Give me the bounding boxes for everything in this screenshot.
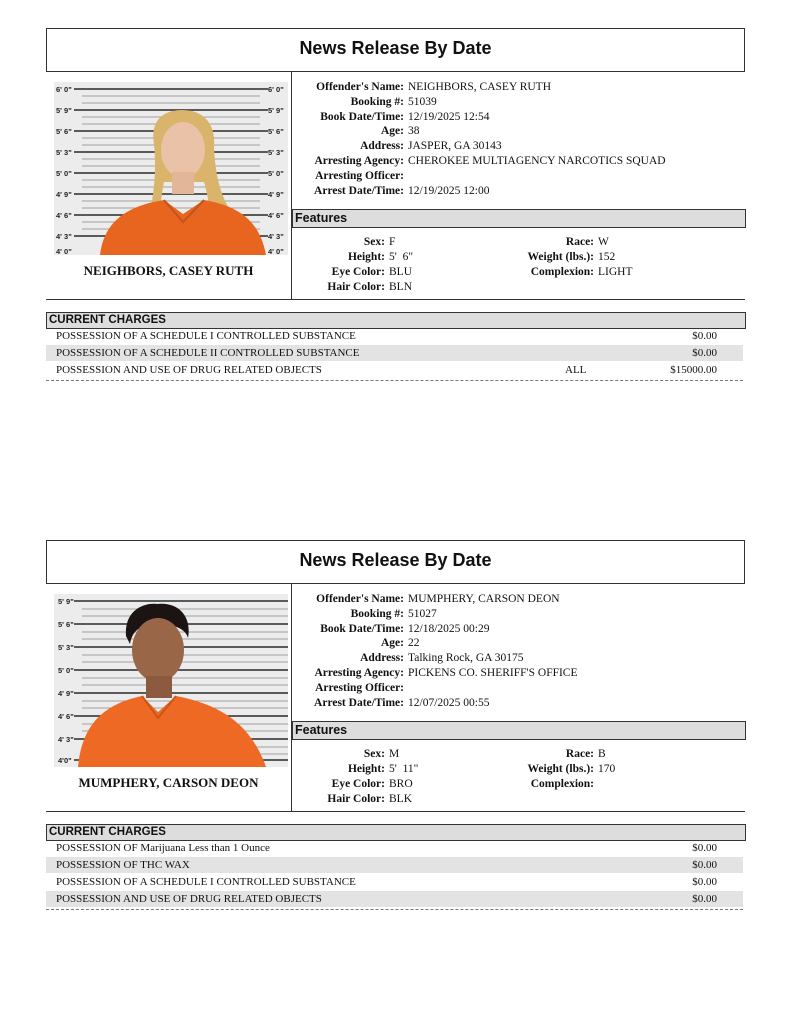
charge-amount: $0.00 bbox=[692, 859, 717, 871]
height-mark: 4'0" bbox=[58, 756, 72, 765]
book-datetime-value: 12/19/2025 12:54 bbox=[408, 110, 490, 123]
record-title: News Release By Date bbox=[299, 38, 492, 58]
label: Age: bbox=[381, 637, 404, 650]
photo-column bbox=[46, 72, 292, 300]
booking-number-value: 51027 bbox=[408, 607, 437, 620]
charge-description: POSSESSION AND USE OF DRUG RELATED OBJECTS bbox=[56, 893, 322, 905]
charge-row bbox=[46, 328, 743, 344]
address-value: JASPER, GA 30143 bbox=[408, 140, 502, 153]
features-right bbox=[496, 747, 615, 792]
label: Arresting Agency: bbox=[314, 666, 404, 679]
neck-shape bbox=[172, 172, 194, 194]
charge-amount: $0.00 bbox=[692, 893, 717, 905]
height-mark: 5' 3" bbox=[58, 643, 74, 652]
label: Arresting Agency: bbox=[314, 154, 404, 167]
charge-row bbox=[46, 857, 743, 873]
features-header: Features bbox=[292, 209, 746, 228]
complexion-value bbox=[594, 778, 598, 790]
label: Address: bbox=[360, 140, 404, 153]
height-mark: 4' 0" bbox=[56, 247, 72, 255]
info-row-arrest-date bbox=[296, 696, 578, 711]
label: Booking #: bbox=[350, 607, 404, 620]
eye-color-value: BRO bbox=[389, 778, 413, 790]
height-mark: 5' 3" bbox=[268, 148, 284, 157]
features-right bbox=[496, 235, 633, 280]
info-row-book-date bbox=[296, 622, 578, 637]
label: Eye Color: bbox=[331, 266, 385, 278]
face-shape bbox=[132, 618, 184, 682]
height-mark: 5' 6" bbox=[268, 127, 284, 136]
booking-number-value: 51039 bbox=[408, 95, 437, 108]
charge-amount: $0.00 bbox=[692, 876, 717, 888]
height-mark: 6' 0" bbox=[268, 85, 284, 94]
info-row-arrest-date bbox=[296, 184, 666, 199]
hair-color-value: BLK bbox=[389, 793, 412, 805]
charge-amount: $15000.00 bbox=[670, 364, 717, 376]
booking-photo bbox=[54, 82, 288, 255]
features-header: Features bbox=[292, 721, 746, 740]
record-title-box bbox=[46, 28, 745, 72]
features-left bbox=[296, 747, 418, 807]
label: Booking #: bbox=[350, 95, 404, 108]
record-title-box bbox=[46, 540, 745, 584]
info-row-booking bbox=[296, 607, 578, 622]
label: Hair Color: bbox=[327, 793, 385, 805]
charge-description: POSSESSION AND USE OF DRUG RELATED OBJECTS bbox=[56, 364, 322, 376]
officer-value bbox=[404, 170, 408, 182]
height-value: 5' 11" bbox=[389, 763, 419, 775]
offender-info bbox=[296, 592, 578, 710]
label: Hair Color: bbox=[327, 281, 385, 293]
height-mark: 4' 6" bbox=[56, 211, 72, 220]
offender-name-value: MUMPHERY, CARSON DEON bbox=[408, 593, 560, 605]
eye-color-value: BLU bbox=[389, 266, 412, 278]
height-mark: 5' 3" bbox=[56, 148, 72, 157]
offender-info bbox=[296, 80, 666, 198]
charge-row bbox=[46, 840, 743, 856]
height-mark: 4' 9" bbox=[58, 689, 74, 698]
charge-description: POSSESSION OF A SCHEDULE I CONTROLLED SUBSTANCE bbox=[56, 876, 356, 888]
race-value: W bbox=[598, 236, 609, 248]
charge-description: POSSESSION OF A SCHEDULE II CONTROLLED SUBSTANCE bbox=[56, 347, 360, 359]
photo-caption-name: NEIGHBORS, CASEY RUTH bbox=[83, 263, 254, 278]
label: Weight (lbs.): bbox=[527, 763, 594, 775]
label: Height: bbox=[347, 763, 385, 775]
height-mark: 4' 6" bbox=[268, 211, 284, 220]
label: Arrest Date/Time: bbox=[314, 184, 404, 197]
height-mark: 4' 9" bbox=[56, 190, 72, 199]
features-left bbox=[296, 235, 413, 295]
charge-extra: ALL bbox=[565, 364, 587, 376]
label: Complexion: bbox=[530, 778, 594, 790]
height-mark: 5' 9" bbox=[268, 106, 284, 115]
height-mark: 4' 3" bbox=[58, 735, 74, 744]
height-value: 5' 6" bbox=[389, 251, 414, 263]
label: Book Date/Time: bbox=[320, 110, 404, 123]
label: Offender's Name: bbox=[316, 593, 404, 605]
info-row-book-date bbox=[296, 110, 666, 125]
label: Race: bbox=[565, 748, 594, 760]
record-title: News Release By Date bbox=[299, 550, 492, 570]
age-value: 22 bbox=[408, 637, 420, 650]
label: Arresting Officer: bbox=[315, 681, 404, 694]
info-row-officer bbox=[296, 169, 666, 184]
record-end-dashed-line bbox=[46, 909, 743, 910]
charge-amount: $0.00 bbox=[692, 330, 717, 342]
charge-row bbox=[46, 874, 743, 890]
charge-row bbox=[46, 362, 743, 378]
address-value: Talking Rock, GA 30175 bbox=[408, 652, 524, 665]
height-mark: 4' 6" bbox=[58, 712, 74, 721]
charge-row bbox=[46, 891, 743, 907]
info-row-name bbox=[296, 592, 578, 607]
charge-row bbox=[46, 345, 743, 361]
label: Arrest Date/Time: bbox=[314, 696, 404, 709]
neck-shape bbox=[146, 676, 172, 698]
section-divider bbox=[46, 299, 745, 300]
info-row-age bbox=[296, 124, 666, 139]
sex-value: F bbox=[389, 236, 396, 248]
agency-value: PICKENS CO. SHERIFF'S OFFICE bbox=[408, 666, 578, 679]
info-row-agency bbox=[296, 154, 666, 169]
label: Book Date/Time: bbox=[320, 622, 404, 635]
photo-caption-name: MUMPHERY, CARSON DEON bbox=[78, 775, 259, 790]
weight-value: 170 bbox=[598, 763, 616, 775]
label: Offender's Name: bbox=[316, 81, 404, 93]
charge-amount: $0.00 bbox=[692, 347, 717, 359]
photo-column bbox=[46, 584, 292, 812]
age-value: 38 bbox=[408, 125, 420, 138]
height-mark: 5' 9" bbox=[56, 106, 72, 115]
height-mark: 5' 0" bbox=[56, 169, 72, 178]
booking-photo bbox=[54, 594, 288, 767]
charge-amount: $0.00 bbox=[692, 842, 717, 854]
label: Height: bbox=[347, 251, 385, 263]
record-end-dashed-line bbox=[46, 380, 743, 381]
label: Address: bbox=[360, 652, 404, 665]
race-value: B bbox=[598, 748, 606, 760]
label: Weight (lbs.): bbox=[527, 251, 594, 263]
sex-value: M bbox=[389, 748, 400, 760]
charge-description: POSSESSION OF Marijuana Less than 1 Ounce bbox=[56, 842, 270, 854]
weight-value: 152 bbox=[598, 251, 616, 263]
complexion-value: LIGHT bbox=[598, 266, 633, 278]
charge-description: POSSESSION OF A SCHEDULE I CONTROLLED SUBSTANCE bbox=[56, 330, 356, 342]
label: Complexion: bbox=[530, 266, 594, 278]
height-mark: 6' 0" bbox=[56, 85, 72, 94]
hair-color-value: BLN bbox=[389, 281, 412, 293]
info-row-name bbox=[296, 80, 666, 95]
height-mark: 5' 9" bbox=[58, 597, 74, 606]
info-row-officer bbox=[296, 681, 578, 696]
current-charges-header: CURRENT CHARGES bbox=[46, 824, 746, 841]
charge-description: POSSESSION OF THC WAX bbox=[56, 859, 190, 871]
label: Sex: bbox=[363, 748, 385, 760]
label: Race: bbox=[565, 236, 594, 248]
height-mark: 5' 0" bbox=[58, 666, 74, 675]
book-datetime-value: 12/18/2025 00:29 bbox=[408, 622, 490, 635]
officer-value bbox=[404, 682, 408, 694]
height-mark: 4' 3" bbox=[268, 232, 284, 241]
label: Sex: bbox=[363, 236, 385, 248]
arrest-datetime-value: 12/19/2025 12:00 bbox=[408, 184, 490, 197]
height-mark: 4' 3" bbox=[56, 232, 72, 241]
section-divider bbox=[46, 811, 745, 812]
arrest-datetime-value: 12/07/2025 00:55 bbox=[408, 696, 490, 709]
face-shape bbox=[161, 122, 205, 178]
label: Arresting Officer: bbox=[315, 169, 404, 182]
height-mark: 5' 6" bbox=[56, 127, 72, 136]
offender-name-value: NEIGHBORS, CASEY RUTH bbox=[408, 81, 552, 93]
info-row-agency bbox=[296, 666, 578, 681]
info-row-booking bbox=[296, 95, 666, 110]
info-row-address bbox=[296, 139, 666, 154]
height-mark: 5' 6" bbox=[58, 620, 74, 629]
agency-value: CHEROKEE MULTIAGENCY NARCOTICS SQUAD bbox=[408, 154, 666, 167]
height-mark: 5' 0" bbox=[268, 169, 284, 178]
label: Eye Color: bbox=[331, 778, 385, 790]
label: Age: bbox=[381, 125, 404, 138]
height-mark: 4' 9" bbox=[268, 190, 284, 199]
info-row-age bbox=[296, 636, 578, 651]
info-row-address bbox=[296, 651, 578, 666]
height-mark: 4' 0" bbox=[268, 247, 284, 255]
current-charges-header: CURRENT CHARGES bbox=[46, 312, 746, 329]
